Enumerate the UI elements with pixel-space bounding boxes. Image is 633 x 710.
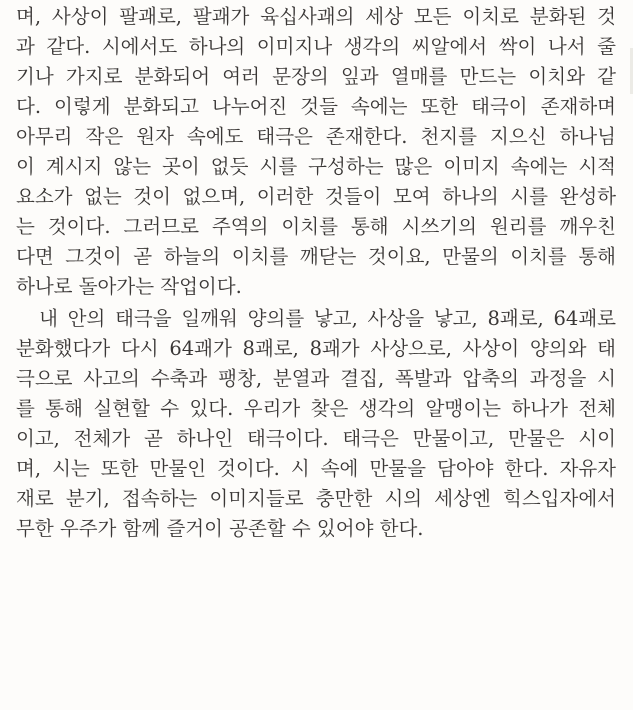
- text-line: 재로 분기, 접속하는 이미지들로 충만한 시의 세상엔 힉스입자에서: [16, 487, 616, 510]
- text-line: 기나 가지로 분화되어 여러 문장의 잎과 열매를 만드는 이치와 같: [16, 65, 616, 88]
- text-line: 를 통해 실현할 수 있다. 우리가 찾은 생각의 알맹이는 하나가 전체: [16, 397, 616, 420]
- text-line: 내 안의 태극을 일깨워 양의를 낳고, 사상을 낳고, 8괘로, 64괘로: [16, 307, 616, 330]
- paragraph-1: [16, 2, 616, 302]
- text-line: 는 것이다. 그러므로 주역의 이치를 통해 시쓰기의 원리를 깨우친: [16, 215, 616, 238]
- text-line: 아무리 작은 원자 속에도 태극은 존재한다. 천지를 지으신 하나님: [16, 125, 616, 148]
- text-line: 이고, 전체가 곧 하나인 태극이다. 태극은 만물이고, 만물은 시이: [16, 427, 616, 450]
- text-line: 다. 이렇게 분화되고 나누어진 것들 속에는 또한 태극이 존재하며: [16, 95, 616, 118]
- body-text: [16, 2, 616, 544]
- text-line: 며, 시는 또한 만물인 것이다. 시 속에 만물을 담아야 한다. 자유자: [16, 457, 616, 480]
- text-line: 무한 우주가 함께 즐거이 공존할 수 있어야 한다.: [16, 517, 424, 540]
- text-line: 하나로 돌아가는 작업이다.: [16, 275, 242, 298]
- text-line: 요소가 없는 것이 없으며, 이러한 것들이 모여 하나의 시를 완성하: [16, 185, 616, 208]
- text-line: 극으로 사고의 수축과 팽창, 분열과 결집, 폭발과 압축의 과정을 시: [16, 367, 616, 390]
- text-line: 이 계시지 않는 곳이 없듯 시를 구성하는 많은 이미지 속에는 시적: [16, 155, 616, 178]
- text-line: 며, 사상이 팔괘로, 팔괘가 육십사괘의 세상 모든 이치로 분화된 것: [16, 5, 616, 28]
- text-line: 과 같다. 시에서도 하나의 이미지나 생각의 씨알에서 싹이 나서 줄: [16, 35, 616, 58]
- paragraph-2: [16, 304, 616, 544]
- text-line: 다면 그것이 곧 하늘의 이치를 깨닫는 것이요, 만물의 이치를 통해: [16, 245, 616, 268]
- text-line: 분화했다가 다시 64괘가 8괘로, 8괘가 사상으로, 사상이 양의와 태: [16, 337, 616, 360]
